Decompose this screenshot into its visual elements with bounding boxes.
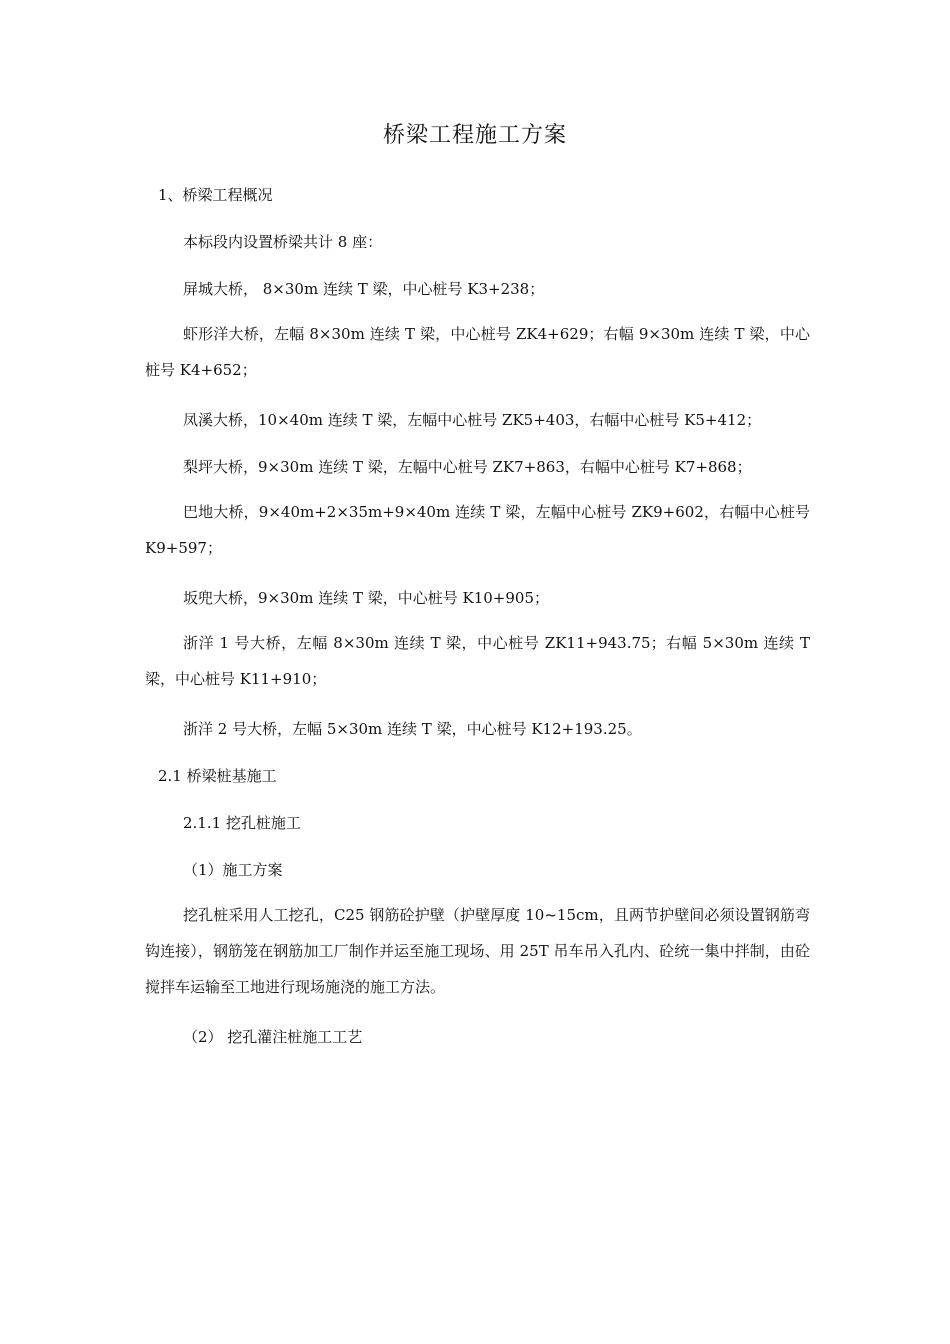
- bridge-item: 虾形洋大桥，左幅 8×30m 连续 T 梁，中心桩号 ZK4+629；右幅 9×30m 连续 T 梁，中心桩号 K4+652；: [145, 325, 810, 379]
- construction-plan-body: 挖孔桩采用人工挖孔，C25 钢筋砼护壁（护壁厚度 10~15cm，且两节护壁间必须设置钢筋弯钩连接），钢筋笼在钢筋加工厂制作并运至施工现场、用 25T 吊车吊入孔内、砼统一集中拌制，由砼搅拌车运输至工地进行现场施浇的施工方法。: [145, 906, 810, 996]
- section-heading-pile-foundation: 2.1 桥梁桩基施工: [158, 767, 277, 785]
- document-title: 桥梁工程施工方案: [382, 123, 567, 148]
- bridge-item: 坂兜大桥，9×30m 连续 T 梁，中心桩号 K10+905；: [183, 589, 549, 607]
- bridge-item: 浙洋 1 号大桥，左幅 8×30m 连续 T 梁，中心桩号 ZK11+943.75；右幅 5×30m 连续 T 梁，中心桩号 K11+910；: [145, 634, 810, 688]
- bridge-item: 梨坪大桥，9×30m 连续 T 梁，左幅中心桩号 ZK7+863，右幅中心桩号 K7+868；: [183, 458, 752, 476]
- item-heading-process: （2） 挖孔灌注桩施工工艺: [183, 1028, 363, 1046]
- overview-intro: 本标段内设置桥梁共计 8 座：: [183, 233, 383, 251]
- bridge-item: 巴地大桥，9×40m+2×35m+9×40m 连续 T 梁，左幅中心桩号 ZK9+602，右幅中心桩号 K9+597；: [145, 503, 810, 557]
- bridge-item: 凤溪大桥，10×40m 连续 T 梁，左幅中心桩号 ZK5+403，右幅中心桩号 K5+412；: [183, 411, 762, 429]
- subsection-heading-dug-pile: 2.1.1 挖孔桩施工: [183, 814, 301, 832]
- item-heading-construction-plan: （1）施工方案: [183, 861, 283, 879]
- section-heading-overview: 1、桥梁工程概况: [158, 186, 273, 204]
- bridge-item: 浙洋 2 号大桥，左幅 5×30m 连续 T 梁，中心桩号 K12+193.25。: [183, 720, 642, 738]
- bridge-item: 屏城大桥， 8×30m 连续 T 梁，中心桩号 K3+238；: [183, 280, 545, 298]
